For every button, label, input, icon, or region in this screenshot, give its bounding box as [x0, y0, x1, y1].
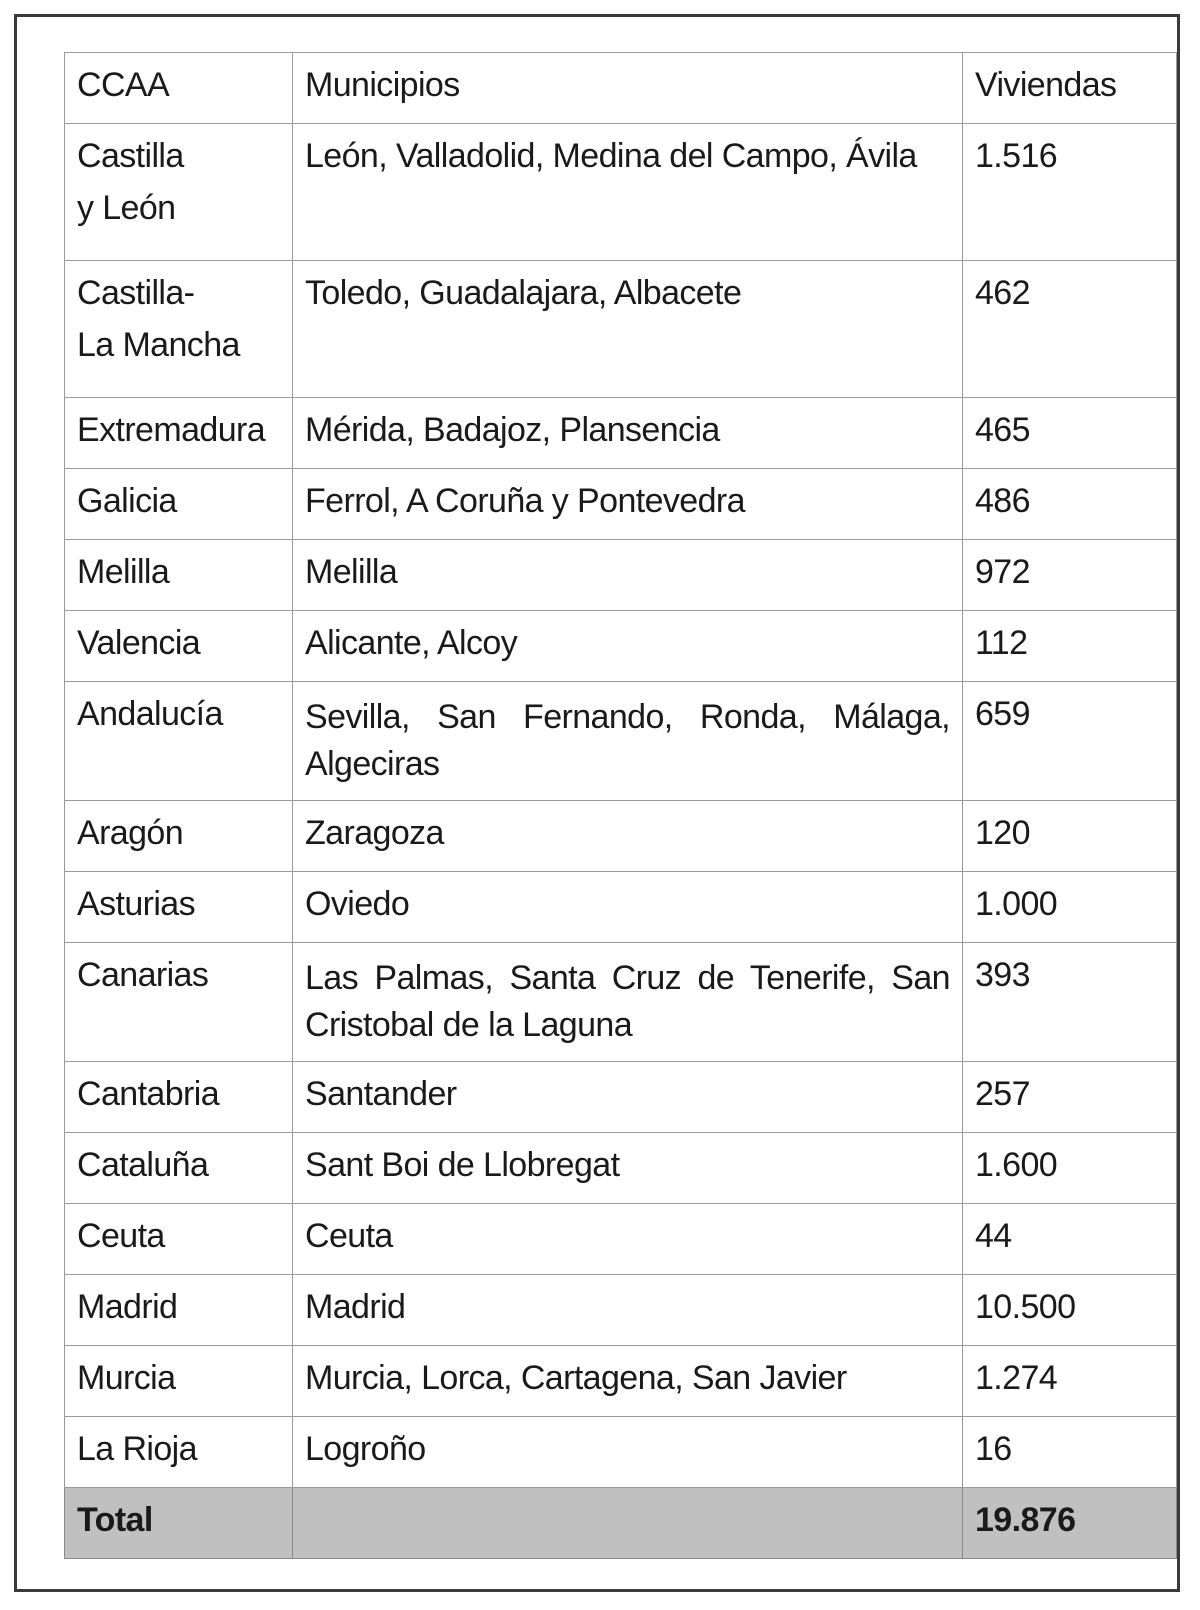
cell-viviendas: 659 [963, 682, 1177, 801]
cell-ccaa: Madrid [65, 1275, 293, 1346]
table-row [65, 261, 1177, 398]
table-row [65, 124, 1177, 261]
header-municipios: Municipios [293, 53, 963, 124]
cell-viviendas: 112 [963, 611, 1177, 682]
cell-ccaa: Canarias [65, 943, 293, 1062]
table-row [65, 1346, 1177, 1417]
cell-ccaa: Murcia [65, 1346, 293, 1417]
cell-viviendas: 16 [963, 1417, 1177, 1488]
cell-municipios: Ceuta [293, 1204, 963, 1275]
cell-municipios: Zaragoza [293, 801, 963, 872]
table-row [65, 1204, 1177, 1275]
cell-viviendas: 486 [963, 469, 1177, 540]
cell-ccaa: Aragón [65, 801, 293, 872]
total-municipios [293, 1488, 963, 1559]
table-row [65, 1062, 1177, 1133]
cell-ccaa: Asturias [65, 872, 293, 943]
viviendas-table [64, 52, 1177, 1559]
table-header-row [65, 53, 1177, 124]
cell-ccaa: Castilla y León [65, 124, 293, 261]
cell-ccaa: Castilla- La Mancha [65, 261, 293, 398]
table-total-row [65, 1488, 1177, 1559]
table-row [65, 1275, 1177, 1346]
cell-municipios: Murcia, Lorca, Cartagena, San Javier [293, 1346, 963, 1417]
cell-ccaa: Cantabria [65, 1062, 293, 1133]
header-ccaa: CCAA [65, 53, 293, 124]
table-row [65, 398, 1177, 469]
page-frame [14, 14, 1180, 1592]
cell-municipios: Santander [293, 1062, 963, 1133]
cell-viviendas: 972 [963, 540, 1177, 611]
cell-municipios: Las Palmas, Santa Cruz de Tenerife, San Cristobal de la Laguna [293, 943, 963, 1062]
table-row [65, 801, 1177, 872]
header-viviendas: Viviendas [963, 53, 1177, 124]
cell-municipios: Ferrol, A Coruña y Pontevedra [293, 469, 963, 540]
cell-viviendas: 1.274 [963, 1346, 1177, 1417]
cell-municipios: Toledo, Guadalajara, Albacete [293, 261, 963, 398]
cell-municipios: Melilla [293, 540, 963, 611]
cell-municipios: León, Valladolid, Medina del Campo, Ávila [293, 124, 963, 261]
cell-ccaa: Galicia [65, 469, 293, 540]
table-row [65, 682, 1177, 801]
table-row [65, 1417, 1177, 1488]
table-row [65, 469, 1177, 540]
cell-municipios: Logroño [293, 1417, 963, 1488]
cell-ccaa: Extremadura [65, 398, 293, 469]
cell-ccaa: Valencia [65, 611, 293, 682]
table-row [65, 540, 1177, 611]
total-viviendas: 19.876 [963, 1488, 1177, 1559]
cell-viviendas: 120 [963, 801, 1177, 872]
cell-viviendas: 393 [963, 943, 1177, 1062]
table-row [65, 872, 1177, 943]
cell-viviendas: 44 [963, 1204, 1177, 1275]
cell-viviendas: 465 [963, 398, 1177, 469]
cell-municipios: Oviedo [293, 872, 963, 943]
cell-ccaa: Melilla [65, 540, 293, 611]
cell-municipios: Alicante, Alcoy [293, 611, 963, 682]
cell-municipios: Sevilla, San Fernando, Ronda, Málaga, Algeciras [293, 682, 963, 801]
cell-viviendas: 10.500 [963, 1275, 1177, 1346]
cell-ccaa: Ceuta [65, 1204, 293, 1275]
table-row [65, 1133, 1177, 1204]
cell-viviendas: 1.516 [963, 124, 1177, 261]
cell-viviendas: 1.600 [963, 1133, 1177, 1204]
cell-municipios: Madrid [293, 1275, 963, 1346]
cell-ccaa: Andalucía [65, 682, 293, 801]
cell-ccaa: La Rioja [65, 1417, 293, 1488]
cell-viviendas: 462 [963, 261, 1177, 398]
cell-viviendas: 1.000 [963, 872, 1177, 943]
total-label: Total [65, 1488, 293, 1559]
cell-ccaa: Cataluña [65, 1133, 293, 1204]
table-row [65, 943, 1177, 1062]
cell-municipios: Mérida, Badajoz, Plansencia [293, 398, 963, 469]
cell-municipios: Sant Boi de Llobregat [293, 1133, 963, 1204]
table-row [65, 611, 1177, 682]
cell-viviendas: 257 [963, 1062, 1177, 1133]
